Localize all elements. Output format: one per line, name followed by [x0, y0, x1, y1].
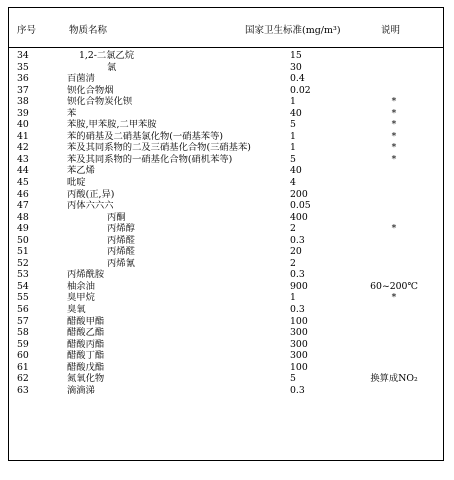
row-seq: 62 — [17, 373, 29, 385]
table-row — [9, 177, 443, 189]
row-seq: 35 — [17, 61, 29, 73]
table-row — [9, 235, 443, 247]
row-name: 丙体六六六 — [67, 200, 114, 212]
row-value: 300 — [290, 350, 308, 362]
row-name: 苯的硝基及二硝基氯化物(一硝基苯等) — [67, 130, 224, 142]
table-header — [9, 8, 443, 48]
row-seq: 53 — [17, 269, 29, 281]
row-name: 百菌清 — [67, 73, 95, 85]
table-row — [9, 108, 443, 120]
row-note: * — [391, 223, 397, 235]
row-seq: 61 — [17, 361, 29, 373]
row-name: 臭氧 — [67, 304, 86, 316]
row-value: 1 — [290, 96, 296, 108]
row-value: 4 — [290, 177, 296, 189]
row-seq: 57 — [17, 315, 29, 327]
row-name: 钡化合物炭化钡 — [67, 96, 133, 108]
row-name: 醋酸乙酯 — [67, 327, 105, 339]
row-name: 柚余油 — [67, 280, 95, 292]
row-value: 2 — [290, 223, 296, 235]
table-row — [9, 73, 443, 85]
header-seq: 序号 — [17, 25, 37, 36]
table-row — [9, 85, 443, 97]
row-seq: 37 — [17, 84, 29, 96]
table-row — [9, 350, 443, 362]
row-value: 0.05 — [290, 200, 311, 212]
row-seq: 36 — [17, 73, 29, 85]
row-note: 60~200℃ — [370, 280, 418, 292]
row-name: 臭甲烷 — [67, 292, 95, 304]
table-row — [9, 281, 443, 293]
row-value: 100 — [290, 361, 308, 373]
row-value: 0.02 — [290, 84, 311, 96]
table-row — [9, 212, 443, 224]
table-row — [9, 304, 443, 316]
row-name: 丙烯醇 — [107, 223, 135, 235]
row-value: 0.3 — [290, 269, 305, 281]
row-value: 0.3 — [290, 234, 305, 246]
row-seq: 63 — [17, 384, 29, 396]
row-value: 40 — [290, 165, 302, 177]
table-row — [9, 119, 443, 131]
row-value: 0.4 — [290, 73, 305, 85]
row-name: 醋酸戊酯 — [67, 361, 105, 373]
row-name: 丙酸(正,异) — [67, 188, 115, 200]
table-row — [9, 200, 443, 212]
row-seq: 46 — [17, 188, 29, 200]
row-seq: 41 — [17, 130, 29, 142]
row-value: 5 — [290, 373, 296, 385]
row-value: 400 — [290, 211, 308, 223]
header-note: 说明 — [381, 25, 401, 36]
row-value: 30 — [290, 61, 302, 73]
row-seq: 52 — [17, 257, 29, 269]
row-value: 300 — [290, 338, 308, 350]
row-seq: 59 — [17, 338, 29, 350]
row-name: 滴滴涕 — [67, 384, 95, 396]
row-value: 20 — [290, 246, 302, 258]
row-name: 丙烯酰胺 — [67, 269, 105, 281]
header-standard: 国家卫生标准(mg/m³) — [245, 25, 341, 36]
row-name: 苯 — [67, 107, 77, 119]
table-row — [9, 292, 443, 304]
row-seq: 54 — [17, 280, 29, 292]
row-value: 5 — [290, 153, 296, 165]
row-seq: 55 — [17, 292, 29, 304]
row-seq: 56 — [17, 304, 29, 316]
row-value: 900 — [290, 280, 308, 292]
row-name: 吡啶 — [67, 177, 86, 189]
row-seq: 40 — [17, 119, 29, 131]
row-value: 1 — [290, 130, 296, 142]
table-row — [9, 385, 443, 397]
row-value: 300 — [290, 327, 308, 339]
row-value: 2 — [290, 257, 296, 269]
table-row — [9, 269, 443, 281]
row-name: 钡化合物烟 — [67, 84, 114, 96]
row-name: 苯及其同系物的二及三硝基化合物(三硝基苯) — [67, 142, 251, 154]
header-name: 物质名称 — [69, 25, 108, 36]
table-row — [9, 373, 443, 385]
table-row — [9, 154, 443, 166]
table-row — [9, 362, 443, 374]
table-row — [9, 131, 443, 143]
row-seq: 49 — [17, 223, 29, 235]
table-row — [9, 165, 443, 177]
row-note: * — [391, 142, 397, 154]
row-name: 1,2-二氯乙烷 — [79, 50, 135, 61]
table-row — [9, 327, 443, 339]
row-name: 丙烯醛 — [107, 246, 135, 258]
table-row — [9, 258, 443, 270]
row-name: 苯胺,甲苯胺,二甲苯胺 — [67, 119, 157, 131]
row-value: 100 — [290, 315, 308, 327]
row-value: 1 — [290, 142, 296, 154]
row-name: 苯及其同系物的一硝基化合物(硝机苯等) — [67, 153, 233, 165]
row-value: 1 — [290, 292, 296, 304]
row-name: 氯 — [107, 61, 117, 73]
row-note: * — [391, 107, 397, 119]
table-row — [9, 223, 443, 235]
row-value: 15 — [290, 50, 302, 61]
row-seq: 50 — [17, 234, 29, 246]
row-note: * — [391, 96, 397, 108]
row-seq: 45 — [17, 177, 29, 189]
standards-table — [8, 7, 444, 461]
row-seq: 60 — [17, 350, 29, 362]
row-note: * — [391, 130, 397, 142]
table-row — [9, 142, 443, 154]
row-note: * — [391, 153, 397, 165]
row-note: * — [391, 292, 397, 304]
row-name: 丙烯氰 — [107, 257, 135, 269]
row-seq: 39 — [17, 107, 29, 119]
table-row — [9, 50, 443, 62]
row-name: 氮氧化物 — [67, 373, 105, 385]
row-seq: 42 — [17, 142, 29, 154]
row-name: 丙酮 — [107, 211, 126, 223]
row-seq: 34 — [17, 50, 29, 61]
row-value: 40 — [290, 107, 302, 119]
table-row — [9, 62, 443, 74]
table-row — [9, 246, 443, 258]
table-row — [9, 339, 443, 351]
row-value: 200 — [290, 188, 308, 200]
row-seq: 47 — [17, 200, 29, 212]
row-seq: 44 — [17, 165, 29, 177]
table-row — [9, 189, 443, 201]
row-note: * — [391, 119, 397, 131]
row-name: 醋酸甲酯 — [67, 315, 105, 327]
row-seq: 38 — [17, 96, 29, 108]
row-seq: 48 — [17, 211, 29, 223]
row-value: 0.3 — [290, 304, 305, 316]
row-seq: 43 — [17, 153, 29, 165]
table-row — [9, 316, 443, 328]
row-note: 换算成NO₂ — [370, 373, 418, 385]
table-body — [9, 50, 443, 396]
row-name: 苯乙烯 — [67, 165, 95, 177]
row-name: 丙烯醛 — [107, 234, 135, 246]
row-value: 5 — [290, 119, 296, 131]
row-value: 0.3 — [290, 384, 305, 396]
row-seq: 58 — [17, 327, 29, 339]
row-name: 醋酸丙酯 — [67, 338, 105, 350]
row-seq: 51 — [17, 246, 29, 258]
row-name: 醋酸丁酯 — [67, 350, 105, 362]
table-row — [9, 96, 443, 108]
